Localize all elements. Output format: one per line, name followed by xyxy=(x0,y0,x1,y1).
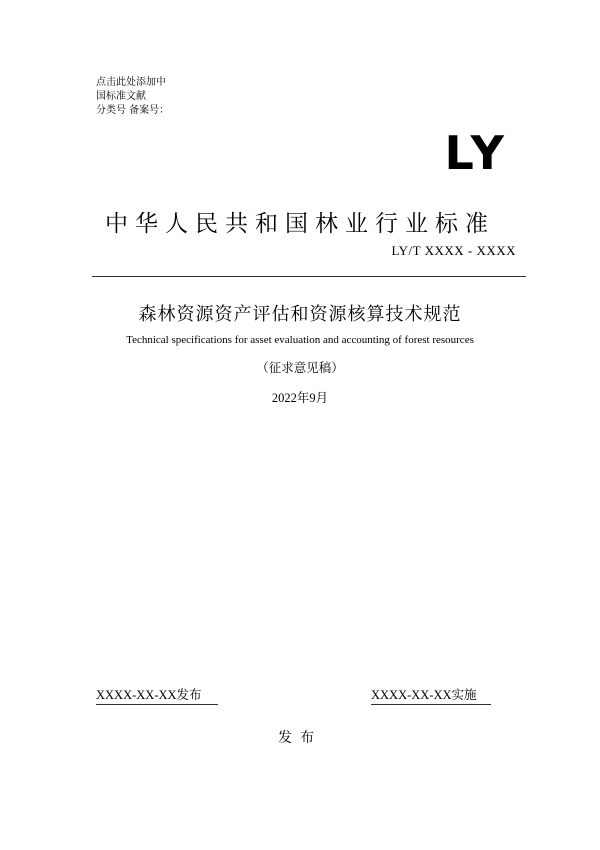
draft-date: 2022年9月 xyxy=(271,391,329,405)
issue-date: XXXX-XX-XX发布 xyxy=(96,685,218,705)
implementation-date: XXXX-XX-XX实施 xyxy=(371,685,491,705)
issuer: 发布 xyxy=(278,730,322,746)
draft-status: （征求意见稿） xyxy=(256,360,344,375)
note-line-1: 点击此处添加中 xyxy=(96,77,166,88)
document-title-en: Technical specifications for asset evaluation and accounting of forest resources xyxy=(126,334,474,346)
standard-title: 中华人民共和国林业行业标准 xyxy=(105,211,495,237)
note-line-2: 国标准文献 xyxy=(96,91,146,102)
note-line-3: 分类号 备案号： xyxy=(96,105,170,116)
document-title-zh: 森林资源资产评估和资源核算技术规范 xyxy=(138,304,462,325)
standard-number: LY/T XXXX - XXXX xyxy=(391,243,516,258)
header-divider xyxy=(92,276,526,277)
ly-logo: LY xyxy=(444,126,508,180)
classification-note xyxy=(96,76,169,118)
